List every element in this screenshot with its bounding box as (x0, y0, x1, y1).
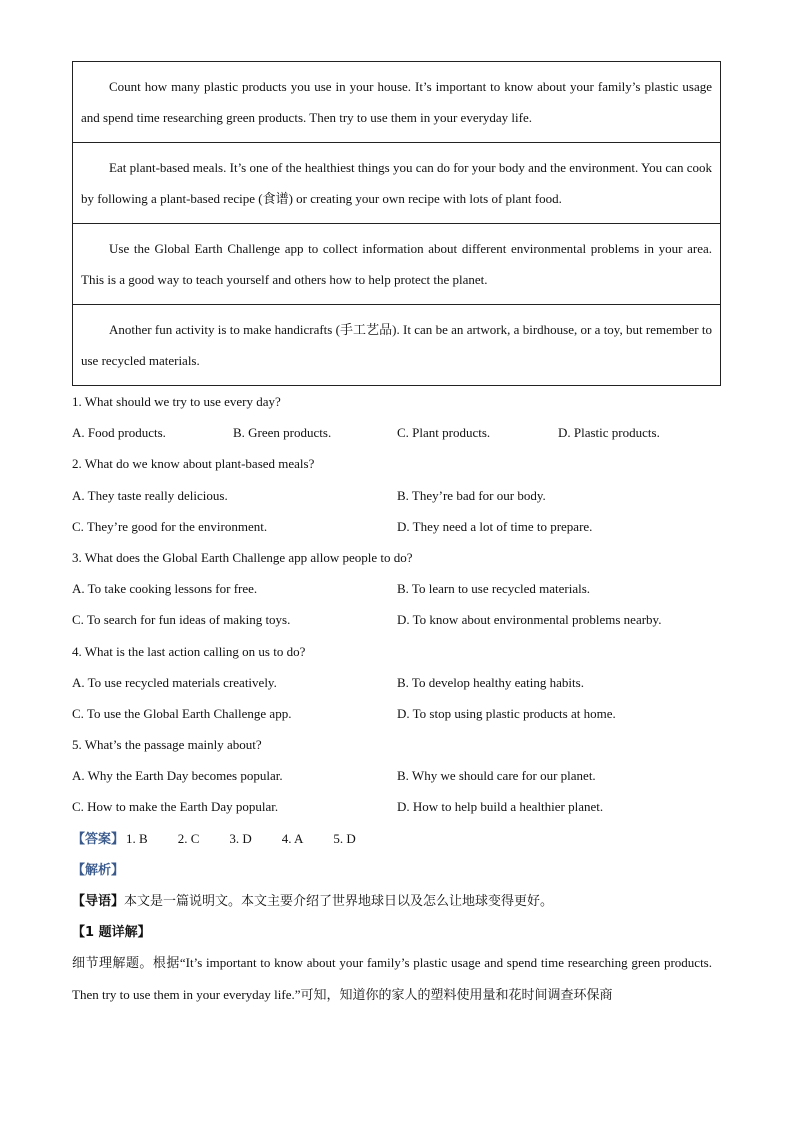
detail-text: 细节理解题。根据“It’s important to know about your family’s plastic usage and spend time researching green products. Then try to use them in your everyday life.”可知，知道你的家人的塑料使用量和花时间调查环保商 (72, 955, 712, 1002)
option-d[interactable]: D. To know about environmental problems nearby. (397, 612, 662, 628)
options-row (72, 511, 732, 542)
option-c[interactable]: C. Plant products. (397, 425, 491, 441)
question-stem: 5. What’s the passage mainly about? (72, 737, 262, 753)
passage-row-4: Another fun activity is to make handicrafts (手工艺品). It can be an artwork, a birdhouse, or a toy, but remember to use recycled materials. (81, 322, 712, 368)
answer-item: 4. A (281, 830, 304, 846)
options-row (72, 698, 732, 729)
option-b[interactable]: B. Green products. (233, 425, 332, 441)
question-stem: 1. What should we try to use every day? (72, 394, 281, 409)
answer-item: 3. D (229, 830, 252, 846)
options-row (72, 760, 732, 791)
question-stem: 4. What is the last action calling on us to do? (72, 643, 306, 659)
intro-label: 【导语】 (72, 894, 125, 909)
answer-label: 【答案】 (72, 831, 125, 847)
intro-text: 本文是一篇说明文。本文主要介绍了世界地球日以及怎么让地球变得更好。 (124, 894, 554, 909)
answer-item: 5. D (333, 830, 356, 846)
option-d[interactable]: D. They need a lot of time to prepare. (397, 518, 593, 534)
analysis-label: 【解析】 (72, 862, 125, 878)
options-row (72, 667, 732, 698)
passage-row-2: Eat plant-based meals. It’s one of the healthiest things you can do for your body and the environment. You can cook by following a plant-based recipe (食谱) or creating your own recipe with lots of plant food. (73, 143, 720, 224)
option-b[interactable]: B. To learn to use recycled materials. (397, 581, 591, 597)
options-row (72, 604, 732, 635)
analysis-heading (72, 854, 732, 885)
passage-table (72, 61, 721, 386)
option-b[interactable]: B. They’re bad for our body. (397, 487, 546, 503)
question-stem: 2. What do we know about plant-based meals? (72, 456, 315, 472)
answer-item: 1. B (126, 830, 148, 846)
passage-row-1: Count how many plastic products you use in your house. It’s important to know about your family’s plastic usage and spend time researching green products. Then try to use them in your everyday life. (73, 62, 720, 143)
option-a[interactable]: A. To use recycled materials creatively. (72, 674, 277, 690)
option-d[interactable]: D. To stop using plastic products at home. (397, 705, 616, 721)
answer-item: 2. C (177, 830, 200, 846)
option-c[interactable]: C. They’re good for the environment. (72, 518, 268, 534)
option-a[interactable]: A. Why the Earth Day becomes popular. (72, 768, 283, 784)
option-a[interactable]: A. They taste really delicious. (72, 487, 228, 503)
options-row (72, 791, 732, 822)
option-a[interactable]: A. To take cooking lessons for free. (72, 581, 258, 597)
questions-section (72, 386, 732, 1010)
option-b[interactable]: B. To develop healthy eating habits. (397, 674, 584, 690)
option-d[interactable]: D. How to help build a healthier planet. (397, 799, 604, 815)
option-d[interactable]: D. Plastic products. (558, 425, 660, 441)
intro-line (72, 885, 732, 916)
option-a[interactable]: A. Food products. (72, 425, 166, 441)
detail-label: 【1 题详解】 (72, 925, 151, 941)
option-c[interactable]: C. How to make the Earth Day popular. (72, 799, 279, 815)
options-row (72, 480, 732, 511)
question-stem: 3. What does the Global Earth Challenge app allow people to do? (72, 549, 413, 565)
option-b[interactable]: B. Why we should care for our planet. (397, 768, 596, 784)
option-c[interactable]: C. To use the Global Earth Challenge app. (72, 705, 292, 721)
passage-row-3: Use the Global Earth Challenge app to collect information about different environmental problems in your area. This is a good way to teach yourself and others how to help protect the planet. (73, 224, 720, 305)
detail-heading (72, 916, 732, 947)
answer-line (72, 823, 732, 854)
options-row (72, 573, 732, 604)
option-c[interactable]: C. To search for fun ideas of making toys. (72, 612, 291, 628)
options-row (72, 417, 732, 448)
